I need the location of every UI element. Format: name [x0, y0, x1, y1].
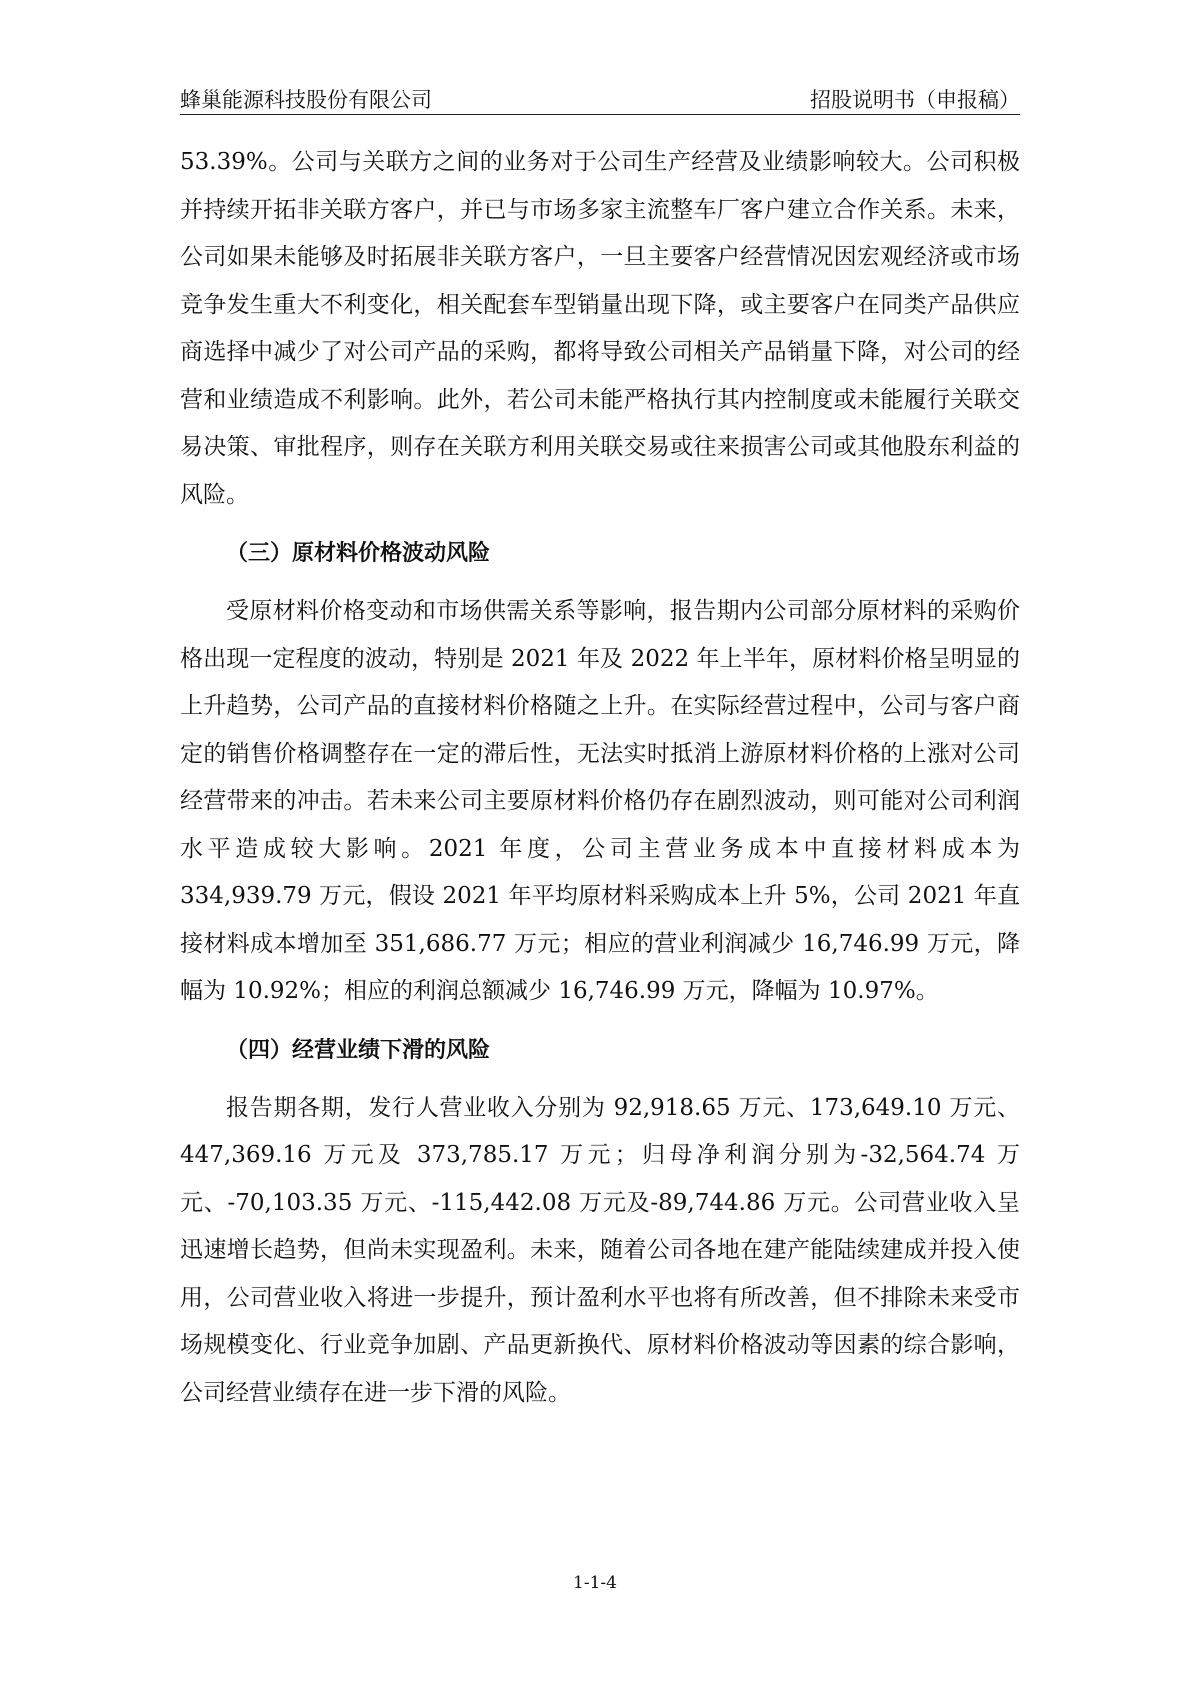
header-company-name: 蜂巢能源科技股份有限公司 — [180, 88, 432, 112]
section-heading-performance-decline-risk: （四）经营业绩下滑的风险 — [226, 1037, 491, 1063]
paragraph-related-party-risk: 53.39%。公司与关联方之间的业务对于公司生产经营及业绩影响较大。公司积极并持续开拓非关联方客户，并已与市场多家主流整车厂客户建立合作关系。未来，公司如果未能够及时拓展非关联方客户，一旦主要客户经营情况因宏观经济或市场竞争发生重大不利变化，相关配套车型销量出现下降，或主要客户在同类产品供应商选择中减少了对公司产品的采购，都将导致公司相关产品销量下降，对公司的经营和业绩造成不利影响。此外，若公司未能严格执行其内控制度或未能履行关联交易决策、审批程序，则存在关联方利用关联交易或往来损害公司或其他股东利益的风险。 — [180, 149, 1020, 508]
paragraph-raw-material-risk: 受原材料价格变动和市场供需关系等影响，报告期内公司部分原材料的采购价格出现一定程度的波动，特别是 2021 年及 2022 年上半年，原材料价格呈明显的上升趋势，公司产品的直接材料价格随之上升。在实际经营过程中，公司与客户商定的销售价格调整存在一定的滞后性，无法实时抵消上游原材料价格的上涨对公司经营带来的冲击。若未来公司主要原材料价格仍存在剧烈波动，则可能对公司利润水平造成较大影响。2021 年度，公司主营业务成本中直接材料成本为 334,939.79 万元，假设 2021 年平均原材料采购成本上升 5%，公司 2021 年直接材料成本增加至 351,686.77 万元；相应的营业利润减少 16,746.99 万元，降幅为 10.92%；相应的利润总额减少 16,746.99 万元，降幅为 10.97%。 — [180, 598, 1020, 1004]
section-heading-raw-material-risk: （三）原材料价格波动风险 — [226, 541, 491, 566]
header-document-type: 招股说明书（申报稿） — [810, 88, 1020, 112]
page-number: 1-1-4 — [573, 1573, 617, 1593]
page-header — [180, 84, 1020, 115]
paragraph-performance-decline-risk: 报告期各期，发行人营业收入分别为 92,918.65 万元、173,649.10 万元、447,369.16 万元及 373,785.17 万元；归母净利润分别为-32,564.74 万元、-70,103.35 万元、-115,442.08 万元及-89,744.86 万元。公司营业收入呈迅速增长趋势，但尚未实现盈利。未来，随着公司各地在建产能陆续建成并投入使用，公司营业收入将进一步提升，预计盈利水平也将有所改善，但不排除未来受市场规模变化、行业竞争加剧、产品更新换代、原材料价格波动等因素的综合影响，公司经营业绩存在进一步下滑的风险。 — [180, 1094, 1020, 1406]
page-body — [180, 139, 1020, 1417]
